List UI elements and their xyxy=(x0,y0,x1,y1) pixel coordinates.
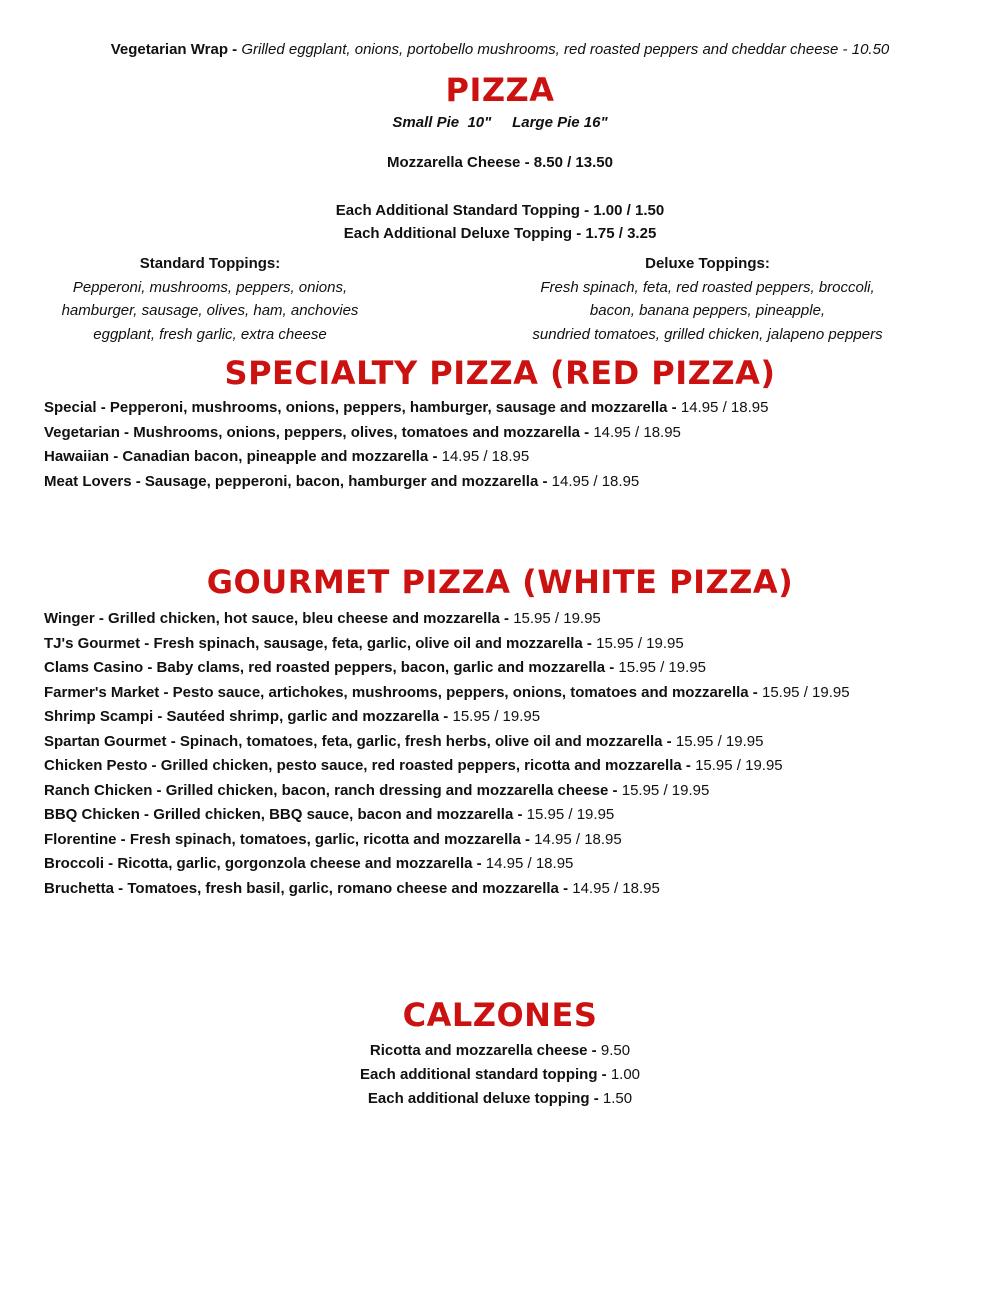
calzone-item: Each additional deluxe topping - 1.50 xyxy=(367,1090,633,1107)
menu-item: Clams Casino - Baby clams, red roasted peppers, bacon, garlic and mozzarella - 15.95 / 19.95 xyxy=(44,659,706,676)
menu-item-name: Winger xyxy=(44,610,95,627)
menu-item-desc: Grilled chicken, pesto sauce, red roasted peppers, ricotta and mozzarella xyxy=(160,757,682,774)
menu-item-price: 15.95 / 19.95 xyxy=(526,806,615,823)
menu-item-name: Broccoli xyxy=(44,855,105,872)
menu-item-price: 15.95 / 19.95 xyxy=(761,683,850,701)
deluxe-toppings-line: Fresh spinach, feta, red roasted peppers, broccoli, xyxy=(540,278,875,296)
gourmet-heading: GOURMET PIZZA (WHITE PIZZA) xyxy=(206,563,794,601)
standard-toppings-line: eggplant, fresh garlic, extra cheese xyxy=(93,325,327,343)
deluxe-topping-price: Each Additional Deluxe Topping - 1.75 / 3.25 xyxy=(343,225,657,242)
menu-item-desc: Spinach, tomatoes, feta, garlic, fresh herbs, olive oil and mozzarella xyxy=(179,732,663,750)
pizza-sizes: Small Pie 10" Large Pie 16" xyxy=(392,114,608,131)
wrap-name: Vegetarian Wrap xyxy=(110,41,228,58)
menu-item: Special - Pepperoni, mushrooms, onions, peppers, hamburger, sausage and mozzarella - 14.95 / 18.95 xyxy=(44,399,769,416)
menu-item-desc: Ricotta, garlic, gorgonzola cheese and mozzarella xyxy=(117,855,473,872)
menu-item: Broccoli - Ricotta, garlic, gorgonzola cheese and mozzarella - 14.95 / 18.95 xyxy=(44,855,574,872)
menu-item: Winger - Grilled chicken, hot sauce, bleu cheese and mozzarella - 15.95 / 19.95 xyxy=(44,610,601,627)
menu-item-price: 15.95 / 19.95 xyxy=(675,732,764,750)
calzone-item: Ricotta and mozzarella cheese - 9.50 xyxy=(369,1042,631,1059)
calzone-item-price: 9.50 xyxy=(600,1042,631,1059)
standard-toppings-line: hamburger, sausage, olives, ham, anchovies xyxy=(61,302,359,319)
wrap-desc: Grilled eggplant, onions, portobello mushrooms, red roasted peppers and cheddar cheese xyxy=(241,41,839,58)
calzones-list xyxy=(0,1039,1000,1111)
menu-item: BBQ Chicken - Grilled chicken, BBQ sauce, bacon and mozzarella - 15.95 / 19.95 xyxy=(44,806,615,823)
menu-item: Ranch Chicken - Grilled chicken, bacon, ranch dressing and mozzarella cheese - 15.95 / 19.95 xyxy=(44,781,710,799)
menu-item: Chicken Pesto - Grilled chicken, pesto sauce, red roasted peppers, ricotta and mozzarella - 15.95 / 19.95 xyxy=(44,757,783,774)
menu-item-name: Vegetarian xyxy=(44,423,120,441)
deluxe-toppings-line: bacon, banana peppers, pineapple, xyxy=(589,302,826,319)
menu-item: Farmer's Market - Pesto sauce, artichokes, mushrooms, peppers, onions, tomatoes and mozzarella - 15.95 / 19.95 xyxy=(44,683,850,701)
menu-item-desc: Canadian bacon, pineapple and mozzarella xyxy=(122,448,429,465)
menu-item-price: 14.95 / 18.95 xyxy=(534,830,622,848)
menu-item-name: Hawaiian xyxy=(44,448,110,465)
menu-item-price: 14.95 / 18.95 xyxy=(441,448,530,465)
menu-item-desc: Pepperoni, mushrooms, onions, peppers, hamburger, sausage and mozzarella xyxy=(109,399,668,416)
menu-item-name: Florentine xyxy=(44,830,117,848)
deluxe-toppings xyxy=(490,252,925,346)
menu-item-price: 14.95 / 18.95 xyxy=(485,855,574,872)
menu-item-desc: Pesto sauce, artichokes, mushrooms, peppers, onions, tomatoes and mozzarella xyxy=(172,683,749,701)
calzone-item-name: Ricotta and mozzarella cheese xyxy=(369,1042,588,1059)
specialty-list xyxy=(44,396,768,494)
specialty-heading: SPECIALTY PIZZA (RED PIZZA) xyxy=(224,354,776,392)
standard-toppings-line: Pepperoni, mushrooms, peppers, onions, xyxy=(72,278,348,296)
menu-item-name: BBQ Chicken xyxy=(44,806,140,823)
menu-item-name: Chicken Pesto xyxy=(44,757,148,774)
menu-item-desc: Grilled chicken, hot sauce, bleu cheese and mozzarella xyxy=(108,610,500,627)
menu-item: Spartan Gourmet - Spinach, tomatoes, feta, garlic, fresh herbs, olive oil and mozzarella - 15.95 / 19.95 xyxy=(44,732,764,750)
calzone-item-price: 1.50 xyxy=(602,1090,633,1107)
menu-item-desc: Sausage, pepperoni, bacon, hamburger and mozzarella xyxy=(144,472,539,490)
menu-item-price: 14.95 / 18.95 xyxy=(551,472,640,490)
menu-item-price: 15.95 / 19.95 xyxy=(621,781,710,799)
calzone-item: Each additional standard topping - 1.00 xyxy=(359,1066,641,1083)
calzones-heading: CALZONES xyxy=(402,996,598,1034)
menu-item: Bruchetta - Tomatoes, fresh basil, garlic, romano cheese and mozzarella - 14.95 / 18.95 xyxy=(44,879,660,897)
menu-item-price: 14.95 / 18.95 xyxy=(680,399,769,416)
standard-topping-price: Each Additional Standard Topping - 1.00 / 1.50 xyxy=(335,202,665,219)
menu-item-name: Clams Casino xyxy=(44,659,144,676)
menu-item-price: 15.95 / 19.95 xyxy=(513,610,601,627)
pizza-heading: PIZZA xyxy=(445,71,555,109)
pizza-cheese-price: Mozzarella Cheese - 8.50 / 13.50 xyxy=(387,154,613,171)
menu-item-price: 15.95 / 19.95 xyxy=(695,757,783,774)
menu-item-name: Ranch Chicken xyxy=(44,781,153,799)
wrap-price: 10.50 xyxy=(851,41,890,58)
menu-item: Shrimp Scampi - Sautéed shrimp, garlic and mozzarella - 15.95 / 19.95 xyxy=(44,708,541,725)
menu-item-price: 14.95 / 18.95 xyxy=(572,879,660,897)
standard-toppings-title: Standard Toppings: xyxy=(139,255,281,272)
wrap-line: Vegetarian Wrap - Grilled eggplant, onions, portobello mushrooms, red roasted peppers and cheddar cheese - 10.50 xyxy=(110,41,890,58)
menu-item-name: Meat Lovers xyxy=(44,472,132,490)
menu-item-name: Farmer's Market xyxy=(44,683,160,701)
menu-item: TJ's Gourmet - Fresh spinach, sausage, feta, garlic, olive oil and mozzarella - 15.95 / 19.95 xyxy=(44,634,684,652)
menu-item: Meat Lovers - Sausage, pepperoni, bacon, hamburger and mozzarella - 14.95 / 18.95 xyxy=(44,472,640,490)
menu-item-name: TJ's Gourmet xyxy=(44,634,141,652)
deluxe-toppings-title: Deluxe Toppings: xyxy=(645,255,770,272)
calzone-item-price: 1.00 xyxy=(610,1066,641,1083)
menu-item: Vegetarian - Mushrooms, onions, peppers, olives, tomatoes and mozzarella - 14.95 / 18.95 xyxy=(44,423,681,441)
menu-item-desc: Sautéed shrimp, garlic and mozzarella xyxy=(166,708,440,725)
menu-item-desc: Baby clams, red roasted peppers, bacon, garlic and mozzarella xyxy=(156,659,606,676)
menu-item-desc: Fresh spinach, tomatoes, garlic, ricotta and mozzarella xyxy=(129,830,521,848)
menu-item-price: 15.95 / 19.95 xyxy=(596,634,684,652)
calzone-item-name: Each additional standard topping xyxy=(359,1066,598,1083)
menu-item-desc: Grilled chicken, bacon, ranch dressing and mozzarella cheese xyxy=(165,781,609,799)
menu-item-name: Spartan Gourmet xyxy=(44,732,167,750)
menu-item-name: Bruchetta xyxy=(44,879,115,897)
menu-item-desc: Tomatoes, fresh basil, garlic, romano cheese and mozzarella xyxy=(127,879,559,897)
menu-item-desc: Grilled chicken, BBQ sauce, bacon and mozzarella xyxy=(153,806,514,823)
standard-toppings xyxy=(30,252,390,346)
menu-item: Florentine - Fresh spinach, tomatoes, garlic, ricotta and mozzarella - 14.95 / 18.95 xyxy=(44,830,622,848)
menu-item-price: 14.95 / 18.95 xyxy=(593,423,681,441)
menu-item-name: Special xyxy=(44,399,97,416)
menu-item: Hawaiian - Canadian bacon, pineapple and mozzarella - 14.95 / 18.95 xyxy=(44,448,530,465)
menu-item-price: 15.95 / 19.95 xyxy=(618,659,706,676)
calzone-item-name: Each additional deluxe topping xyxy=(367,1090,590,1107)
menu-item-desc: Mushrooms, onions, peppers, olives, tomatoes and mozzarella xyxy=(133,423,580,441)
deluxe-toppings-line: sundried tomatoes, grilled chicken, jalapeno peppers xyxy=(532,325,883,343)
menu-item-desc: Fresh spinach, sausage, feta, garlic, olive oil and mozzarella xyxy=(153,634,583,652)
menu-item-name: Shrimp Scampi xyxy=(44,708,154,725)
menu-item-price: 15.95 / 19.95 xyxy=(452,708,541,725)
gourmet-list xyxy=(44,607,850,901)
